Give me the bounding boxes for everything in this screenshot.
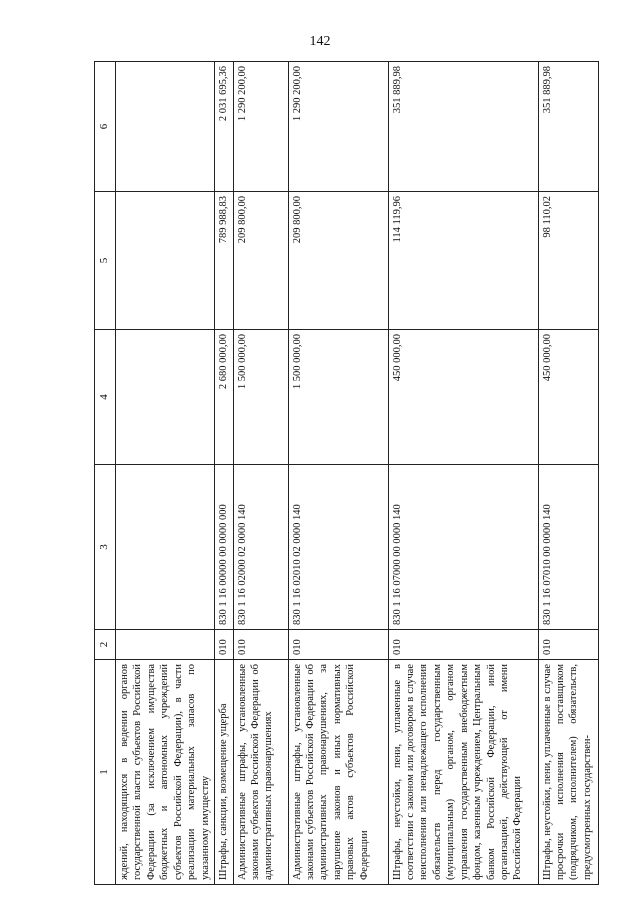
row-approved: 450 000,00: [388, 330, 538, 465]
table-row: [288, 62, 388, 885]
row-line-code: 010: [215, 630, 233, 660]
page-number: 142: [309, 34, 331, 49]
row-unexecuted: 351 889,98: [538, 62, 599, 192]
row-line-code: 010: [288, 630, 388, 660]
table-row: [538, 62, 599, 885]
row-name: Штрафы, санкции, возмещение ущерба: [215, 660, 233, 885]
row-line-code: 010: [538, 630, 599, 660]
header-cell: 1: [95, 660, 116, 885]
row-approved: [116, 330, 215, 465]
header-cell: 3: [95, 465, 116, 630]
header-cell: 4: [95, 330, 116, 465]
row-approved: 450 000,00: [538, 330, 599, 465]
budget-revenue-table: [94, 61, 599, 885]
row-approved: 2 680 000,00: [215, 330, 233, 465]
row-budget-code: 830 1 16 02000 02 0000 140: [233, 465, 288, 630]
row-approved: 1 500 000,00: [288, 330, 388, 465]
table-header-row: [95, 62, 116, 885]
row-budget-code: 830 1 16 02010 02 0000 140: [288, 465, 388, 630]
row-name: Административные штрафы, установленные законами субъектов Российской Федерации об административных правонарушениях: [233, 660, 288, 885]
rotated-table-container: [94, 62, 599, 885]
header-cell: 2: [95, 630, 116, 660]
row-executed: 209 800,00: [288, 192, 388, 330]
row-approved: 1 500 000,00: [233, 330, 288, 465]
row-line-code: [116, 630, 215, 660]
row-name: Штрафы, неустойки, пени, уплаченные в соответствии с законом или договором в случае неисполнения или ненадлежащего исполнения обязательств перед государственным (муниципальным) органом, органом управления государственным внебюджетным фондом, казенным учреждением, Центральным банком Российской Федерации, иной организацией, действующей от имени Российской Федерации: [388, 660, 538, 885]
row-budget-code: 830 1 16 07010 00 0000 140: [538, 465, 599, 630]
row-unexecuted: 1 290 200,00: [288, 62, 388, 192]
row-unexecuted: 2 031 695,36: [215, 62, 233, 192]
header-cell: 5: [95, 192, 116, 330]
row-budget-code: 830 1 16 07000 00 0000 140: [388, 465, 538, 630]
row-executed: [116, 192, 215, 330]
row-executed: 98 110,02: [538, 192, 599, 330]
row-name: Административные штрафы, установленные законами субъектов Российской Федерации об административных правонарушениях, за нарушение законов и иных нормативных правовых актов субъектов Российской Федерации: [288, 660, 388, 885]
row-budget-code: 830 1 16 00000 00 0000 000: [215, 465, 233, 630]
table-row: [116, 62, 215, 885]
row-executed: 209 800,00: [233, 192, 288, 330]
header-cell: 6: [95, 62, 116, 192]
table-row: [233, 62, 288, 885]
row-name: Штрафы, неустойки, пени, уплаченные в случае просрочки исполнения поставщиком (подрядчиком, исполнителем) обязательств, предусмотренных государствен-: [538, 660, 599, 885]
row-unexecuted: 1 290 200,00: [233, 62, 288, 192]
row-line-code: 010: [388, 630, 538, 660]
row-budget-code: [116, 465, 215, 630]
row-unexecuted: [116, 62, 215, 192]
table-row: [388, 62, 538, 885]
row-line-code: 010: [233, 630, 288, 660]
row-executed: 114 119,96: [388, 192, 538, 330]
row-name: ждений, находящихся в ведении органов государственной власти субъектов Российской Федерации (за исключением имущества бюджетных и автономных учреждений субъектов Российской Федерации), в части реализации материальных запасов по указанному имуществу: [116, 660, 215, 885]
table-row: [215, 62, 233, 885]
row-unexecuted: 351 889,98: [388, 62, 538, 192]
row-executed: 789 988,83: [215, 192, 233, 330]
